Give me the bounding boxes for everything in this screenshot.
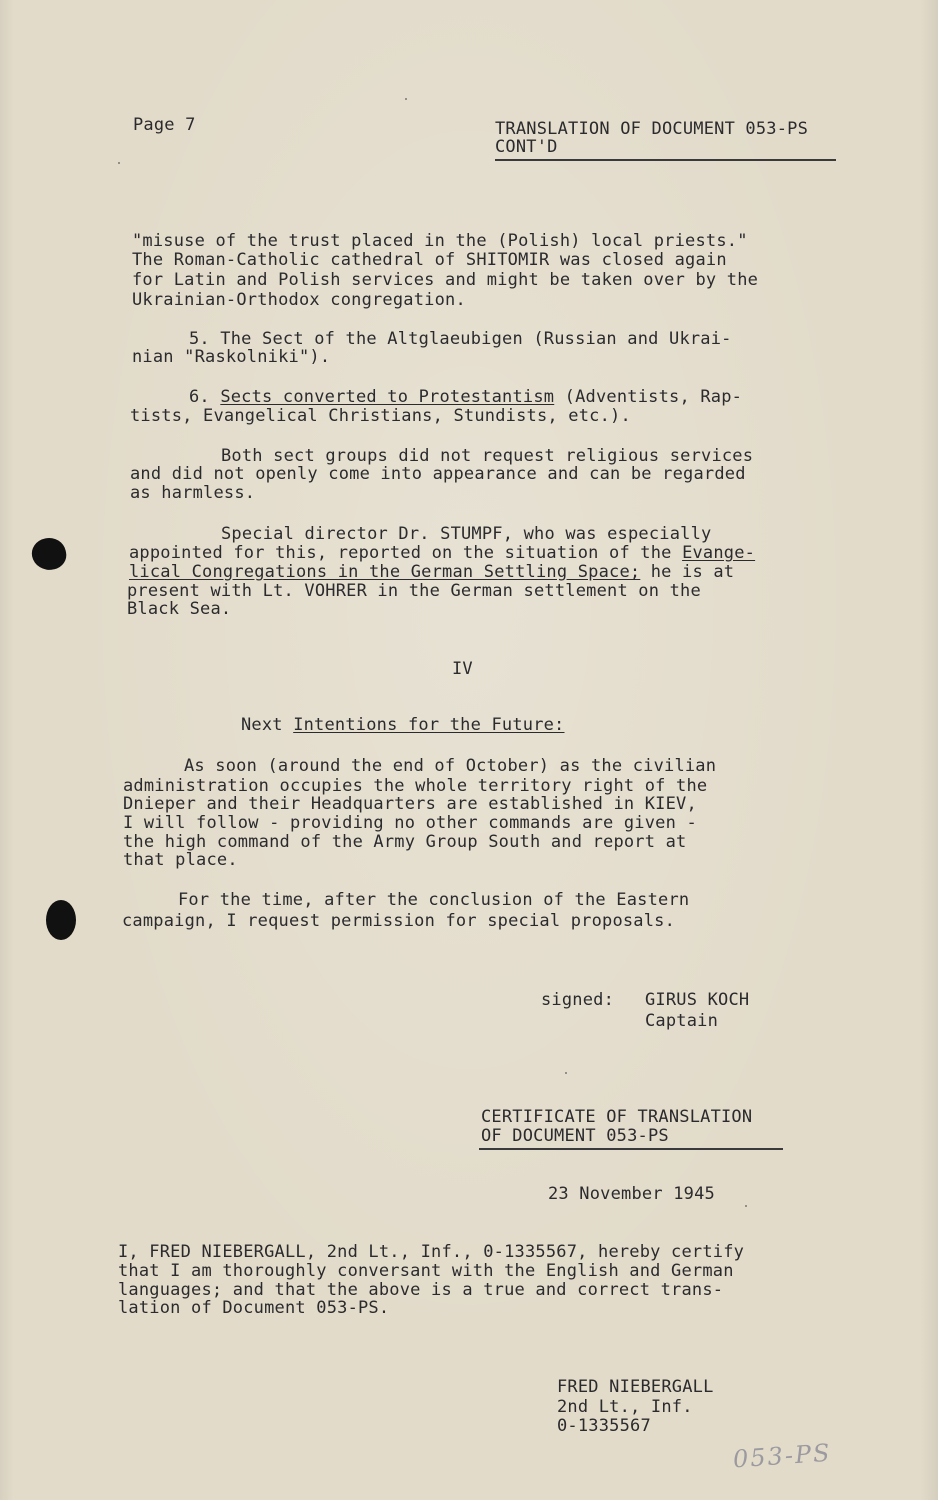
body-line: for Latin and Polish services and might be taken over by the xyxy=(132,270,759,290)
certificate-date: 23 November 1945 xyxy=(548,1184,715,1204)
body-line: I will follow - providing no other commands are given - xyxy=(123,813,697,833)
punch-hole-bottom xyxy=(46,900,76,940)
handwritten-document-number: 053-PS xyxy=(732,1438,833,1474)
body-line: Special director Dr. STUMPF, who was especially xyxy=(221,524,712,544)
page-number: Page 7 xyxy=(133,115,196,135)
body-line xyxy=(129,544,755,563)
section-heading-text: Next xyxy=(241,715,294,735)
body-line: campaign, I request permission for special proposals. xyxy=(122,911,676,931)
certificate-rule xyxy=(479,1148,783,1150)
body-line: the high command of the Army Group South and report at xyxy=(123,832,687,852)
paper-speck xyxy=(118,162,120,164)
underlined-phrase: lical Congregations in the German Settling Space; xyxy=(129,562,641,582)
paper-speck xyxy=(745,1205,747,1207)
header-rule xyxy=(495,159,836,161)
body-line: "misuse of the trust placed in the (Polish) local priests." xyxy=(132,231,748,251)
body-line: that place. xyxy=(123,850,238,870)
body-line: and did not openly come into appearance and can be regarded xyxy=(130,464,746,484)
body-line: Ukrainian-Orthodox congregation. xyxy=(132,290,466,310)
certificate-line: languages; and that the above is a true and correct trans- xyxy=(118,1280,724,1300)
list-item-number: 6. xyxy=(189,387,221,407)
body-line xyxy=(129,563,734,582)
body-line: tists, Evangelical Christians, Stundists, etc.). xyxy=(130,406,631,426)
section-heading xyxy=(241,716,565,735)
signature-name: GIRUS KOCH xyxy=(645,990,750,1010)
certificate-title-line2: OF DOCUMENT 053-PS xyxy=(481,1126,669,1146)
underlined-phrase: Evange- xyxy=(682,543,756,563)
signer-name: FRED NIEBERGALL xyxy=(557,1377,714,1397)
signature-rank: Captain xyxy=(645,1011,719,1031)
section-heading-underlined: Intentions for the Future: xyxy=(293,715,565,735)
paper-speck xyxy=(405,98,407,100)
body-line: Both sect groups did not request religious services xyxy=(221,446,754,466)
paper-speck xyxy=(565,1072,567,1074)
list-item-rest: (Adventists, Rap- xyxy=(554,387,743,407)
body-line: Dnieper and their Headquarters are established in KIEV, xyxy=(123,794,697,814)
punch-hole-top xyxy=(29,535,69,573)
signer-rank: 2nd Lt., Inf. xyxy=(557,1397,693,1417)
body-line: present with Lt. VOHRER in the German settlement on the xyxy=(127,581,701,601)
body-line: Black Sea. xyxy=(127,599,232,619)
certificate-line: I, FRED NIEBERGALL, 2nd Lt., Inf., 0-1335567, hereby certify xyxy=(118,1242,745,1262)
body-line: as harmless. xyxy=(130,483,256,503)
body-text: he is at xyxy=(640,562,735,582)
signature-label: signed: xyxy=(541,990,615,1010)
certificate-line: that I am thoroughly conversant with the English and German xyxy=(118,1261,734,1281)
certificate-line: lation of Document 053-PS. xyxy=(118,1298,390,1318)
signer-serial: 0-1335567 xyxy=(557,1416,651,1436)
body-line: For the time, after the conclusion of the Eastern xyxy=(178,890,690,910)
body-line: administration occupies the whole territory right of the xyxy=(123,776,708,796)
document-title: TRANSLATION OF DOCUMENT 053-PS xyxy=(495,119,809,139)
certificate-title: CERTIFICATE OF TRANSLATION xyxy=(481,1107,753,1127)
section-numeral: IV xyxy=(452,659,473,679)
body-line: As soon (around the end of October) as the civilian xyxy=(184,756,717,776)
underlined-phrase: Sects converted to Protestantism xyxy=(220,387,555,407)
body-line: The Roman-Catholic cathedral of SHITOMIR was closed again xyxy=(132,250,727,270)
document-title-contd: CONT'D xyxy=(495,137,558,157)
body-text: appointed for this, reported on the situation of the xyxy=(129,543,683,563)
body-line: 5. The Sect of the Altglaeubigen (Russian and Ukrai- xyxy=(189,329,732,349)
body-line: nian "Raskolniki"). xyxy=(132,347,331,367)
list-item-6 xyxy=(189,388,742,407)
